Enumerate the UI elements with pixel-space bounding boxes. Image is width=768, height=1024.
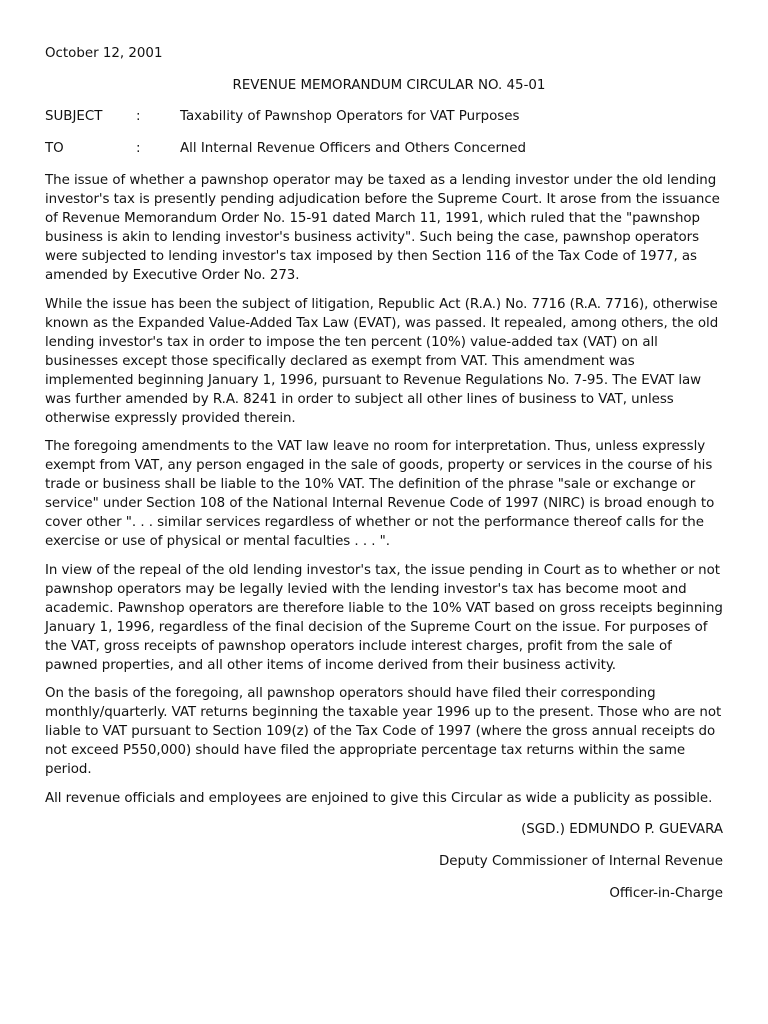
subject-row	[45, 107, 723, 126]
to-label: TO	[45, 141, 64, 156]
paragraph-1: The issue of whether a pawnshop operator may be taxed as a lending investor under the old lending investor's tax is presently pending adjudication before the Supreme Court. It arose from the issuance of Revenue Memorandum Order No. 15-91 dated March 11, 1991, which ruled that the "pawnshop business is akin to lending investor's business activity". Such being the case, pawnshop operators were subjected to lending investor's tax imposed by then Section 116 of the Tax Code of 1977, as amended by Executive Order No. 273.	[45, 173, 720, 283]
paragraph-2: While the issue has been the subject of litigation, Republic Act (R.A.) No. 7716 (R.A. 7716), otherwise known as the Expanded Value-Added Tax Law (EVAT), was passed. It repealed, among others, the old lending investor's tax in order to impose the ten percent (10%) value-added tax (VAT) on all businesses except those specifically declared as exempt from VAT. This amendment was implemented beginning January 1, 1996, pursuant to Revenue Regulations No. 7-95. The EVAT law was further amended by R.A. 8241 in order to subject all other lines of business to VAT, unless otherwise expressly provided therein.	[45, 296, 719, 426]
to-row	[45, 139, 723, 158]
paragraph-5: On the basis of the foregoing, all pawnshop operators should have filed their corresponding monthly/quarterly. VAT returns beginning the taxable year 1996 up to the present. Those who are not liable to VAT pursuant to Section 109(z) of the Tax Code of 1997 (where the gross annual receipts do not exceed P550,000) should have filed the appropriate percentage tax returns within the same period.	[45, 686, 722, 777]
subject-colon: :	[136, 109, 141, 124]
signatory-position: Deputy Commissioner of Internal Revenue	[438, 853, 723, 869]
to-colon: :	[136, 141, 141, 156]
document-date: October 12, 2001	[45, 46, 163, 61]
subject-label: SUBJECT	[45, 109, 103, 124]
paragraph-6: All revenue officials and employees are enjoined to give this Circular as wide a publicity as possible.	[45, 790, 713, 806]
signatory-name: (SGD.) EDMUNDO P. GUEVARA	[521, 821, 723, 837]
signatory-role: Officer-in-Charge	[609, 885, 723, 901]
document-title: REVENUE MEMORANDUM CIRCULAR NO. 45-01	[232, 78, 546, 93]
paragraph-3: The foregoing amendments to the VAT law leave no room for interpretation. Thus, unless expressly exempt from VAT, any person engaged in the sale of goods, property or services in the course of his trade or business shall be liable to the 10% VAT. The definition of the phrase "sale or exchange or service" under Section 108 of the National Internal Revenue Code of 1997 (NIRC) is broad enough to cover other ". . . similar services regardless of whether or not the performance thereof calls for the exercise or use of physical or mental faculties . . . ".	[45, 439, 715, 549]
memorandum-document	[45, 44, 723, 903]
paragraph-4: In view of the repeal of the old lending investor's tax, the issue pending in Court as to whether or not pawnshop operators may be legally levied with the lending investor's tax has become moot and academic. Pawnshop operators are therefore liable to the 10% VAT based on gross receipts beginning January 1, 1996, regardless of the final decision of the Supreme Court on the issue. For purposes of the VAT, gross receipts of pawnshop operators include interest charges, profit from the sale of pawned properties, and all other items of income derived from their business activity.	[45, 562, 723, 673]
to-value: All Internal Revenue Officers and Others Concerned	[180, 141, 526, 156]
subject-value: Taxability of Pawnshop Operators for VAT Purposes	[180, 109, 520, 124]
